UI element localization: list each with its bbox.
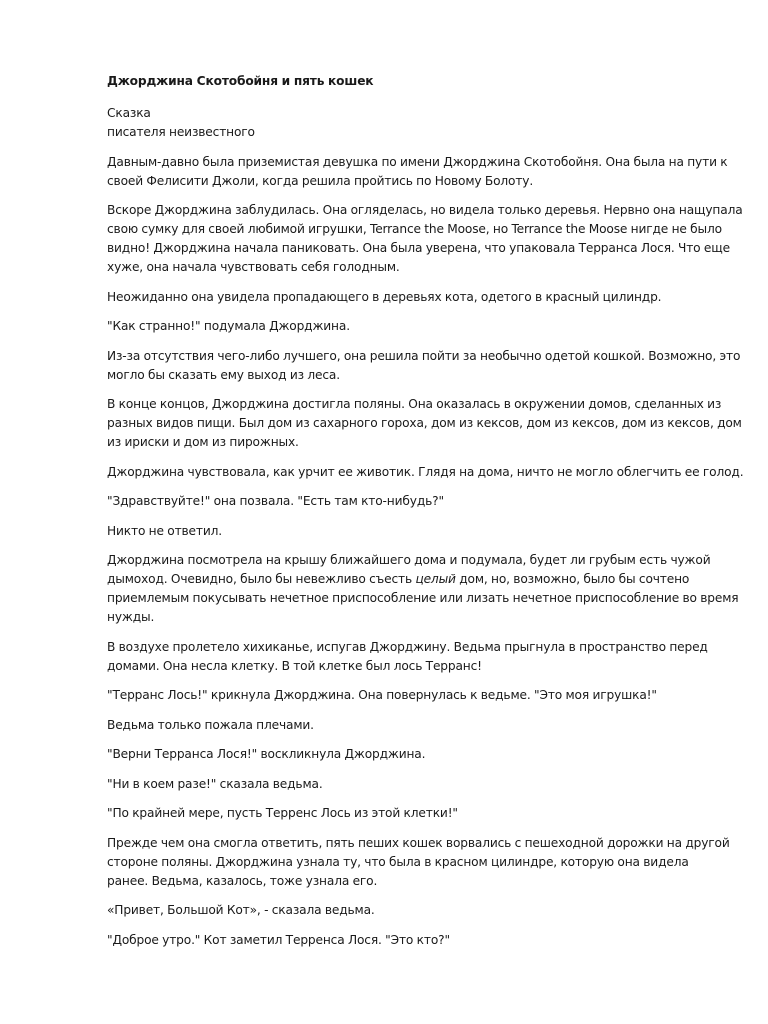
paragraph: Давным-давно была приземистая девушка по имени Джорджина Скотобойня. Она была на пути к своей Фелисити Джоли, когда решила пройтись по Новому Болоту.: [107, 154, 728, 188]
paragraph: "Доброе утро." Кот заметил Терренса Лося. "Это кто?": [107, 932, 450, 947]
subtitle-author: писателя неизвестного: [107, 125, 255, 139]
paragraph: Из-за отсутствия чего-либо лучшего, она решила пойти за необычно одетой кошкой. Возможно, это могло бы сказать ему выход из леса.: [107, 348, 741, 382]
emphasized-word: целый: [415, 572, 456, 586]
title-text: Джорджина Скотобойня и пять кошек: [107, 74, 374, 88]
paragraph: Прежде чем она смогла ответить, пять пеших кошек ворвались с пешеходной дорожки на другой стороне поляны. Джорджина узнала ту, что была в красном цилиндре, которую она видела ранее. Ведьма, казалось, тоже узнала его.: [107, 835, 730, 888]
paragraph: Никто не ответил.: [107, 523, 222, 538]
paragraph: "Терранс Лось!" крикнула Джорджина. Она повернулась к ведьме. "Это моя игрушка!": [107, 688, 657, 702]
document-subtitle: [107, 104, 703, 142]
line-with-emphasis: дымоход. Очевидно, было бы невежливо съесть целый дом, но, возможно, было бы сочтено: [107, 572, 690, 586]
document-page: [107, 72, 744, 960]
paragraph: В конце концов, Джорджина достигла поляны. Она оказалась в окружении домов, сделанных из разных видов пищи. Был дом из сахарного гороха, дом из кексов, дом из кексов, дом из кексов, дом из ириски и дом из пирожных.: [107, 397, 742, 449]
subtitle-genre: Сказка: [107, 106, 151, 120]
paragraph: В воздухе пролетело хихиканье, испугав Джорджину. Ведьма прыгнула в пространство перед домами. Она несла клетку. В той клетке был лось Терранс!: [107, 639, 708, 673]
paragraph: «Привет, Большой Кот», - сказала ведьма.: [107, 903, 375, 917]
paragraph: "Как странно!" подумала Джорджина.: [107, 319, 350, 333]
paragraph: "Здравствуйте!" она позвала. "Есть там кто-нибудь?": [107, 494, 444, 508]
paragraph: "Верни Терранса Лося!" воскликнула Джорджина.: [107, 747, 426, 761]
paragraph: Джорджина чувствовала, как урчит ее животик. Глядя на дома, ничто не могло облегчить ее голод.: [107, 464, 744, 479]
paragraph: Неожиданно она увидела пропадающего в деревьях кота, одетого в красный цилиндр.: [107, 289, 662, 304]
paragraph: Вскоре Джорджина заблудилась. Она огляделась, но видела только деревья. Нервно она нащупала свою сумку для своей любимой игрушки, Terrance the Moose, но Terrance the Moose нигде не было видно! Джорджина начала паниковать. Она была уверена, что упаковала Терранса Лося. Что еще хуже, она начала чувствовать себя голодным.: [107, 203, 743, 274]
paragraph-roof: Джорджина посмотрела на крышу ближайшего дома и подумала, будет ли грубым есть чужой дымоход. Очевидно, было бы невежливо съесть целый дом, но, возможно, было бы сочтено приемлемым покусывать нечетное приспособление или лизать нечетное приспособление во время нужды.: [107, 553, 739, 624]
paragraph: "Ни в коем разе!" сказала ведьма.: [107, 776, 323, 791]
document-title: [107, 72, 703, 91]
paragraph: "По крайней мере, пусть Терренс Лось из этой клетки!": [107, 806, 458, 820]
paragraph: Ведьма только пожала плечами.: [107, 717, 314, 732]
